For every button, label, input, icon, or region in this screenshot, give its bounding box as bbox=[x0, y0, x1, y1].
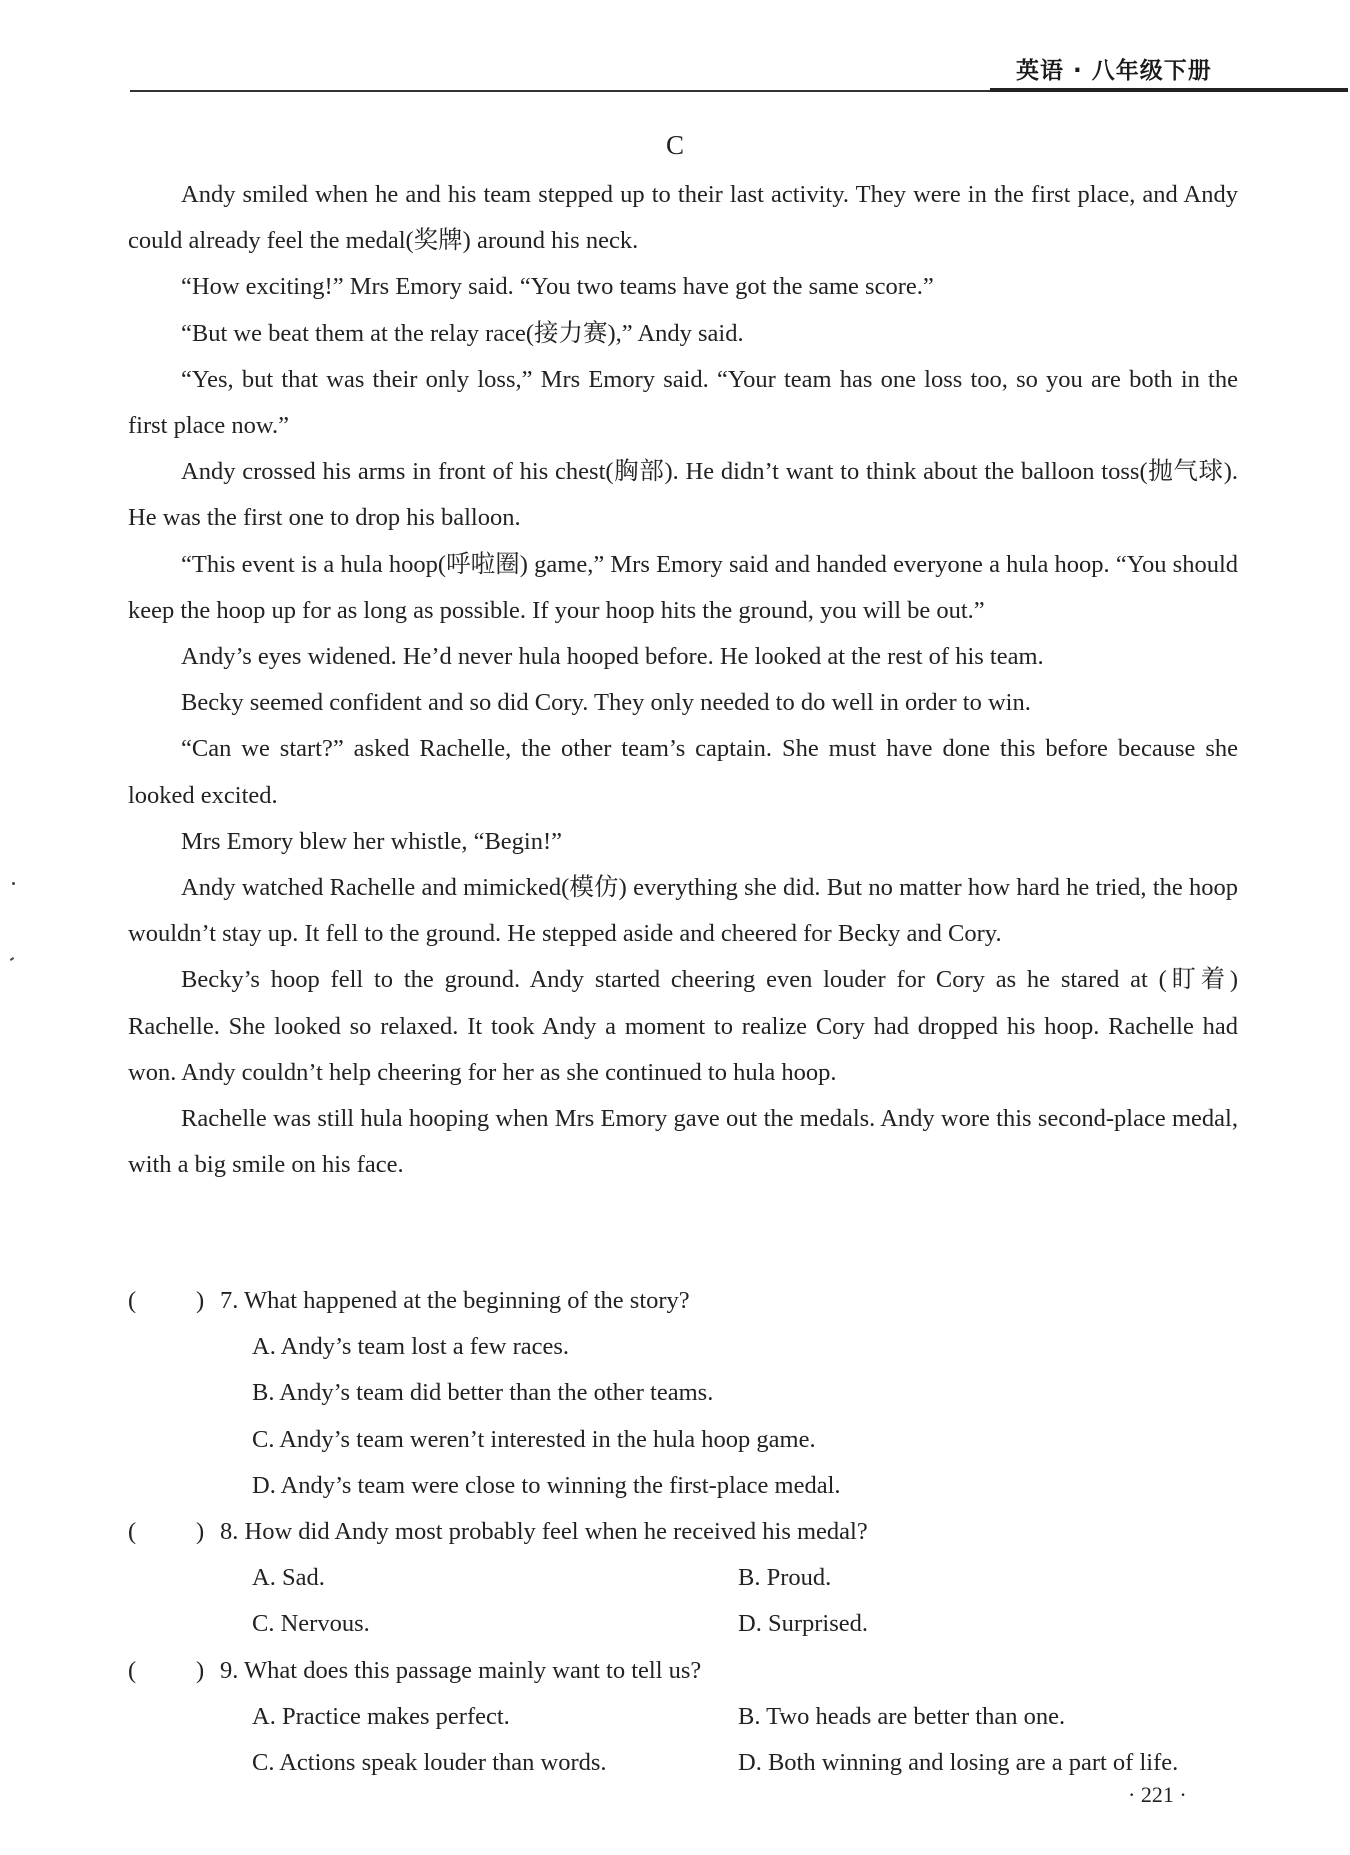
option-b: B. Proud. bbox=[738, 1564, 832, 1592]
answer-blank-open[interactable]: ( bbox=[128, 1287, 137, 1314]
question-8 bbox=[128, 1509, 1238, 1555]
question-9 bbox=[128, 1648, 1238, 1694]
passage-paragraph: Andy’s eyes widened. He’d never hula hooped before. He looked at the rest of his team. bbox=[181, 643, 1044, 671]
passage-paragraph: “This event is a hula hoop(呼啦圈) game,” Mrs Emory said and handed everyone a hula hoop. “You should keep the hoop up for as long as possible. If your hoop hits the ground, you will be out.” bbox=[128, 550, 1238, 624]
question-text: 7. What happened at the beginning of the story? bbox=[220, 1287, 690, 1314]
question-list bbox=[128, 1278, 1238, 1786]
passage-paragraph: “How exciting!” Mrs Emory said. “You two teams have got the same score.” bbox=[181, 273, 934, 301]
passage-paragraph: Becky’s hoop fell to the ground. Andy started cheering even louder for Cory as he stared at (盯着) Rachelle. She looked so relaxed. It took Andy a moment to realize Cory had dropped his hoop. Rachelle had won. Andy couldn’t help cheering for her as she continued to hula hoop. bbox=[128, 966, 1238, 1086]
passage-paragraph: “But we beat them at the relay race(接力赛),” Andy said. bbox=[181, 319, 744, 347]
reading-passage bbox=[128, 172, 1238, 1188]
option-b: B. Andy’s team did better than the other teams. bbox=[252, 1379, 714, 1407]
answer-blank-close: ) bbox=[196, 1656, 205, 1684]
passage-paragraph: Mrs Emory blew her whistle, “Begin!” bbox=[181, 827, 563, 855]
passage-paragraph: Rachelle was still hula hooping when Mrs Emory gave out the medals. Andy wore this second-place medal, with a big smile on his face. bbox=[128, 1105, 1238, 1179]
header-title: 英语 · 八年级下册 bbox=[1016, 58, 1212, 84]
option-c: C. Andy’s team weren’t interested in the hula hoop game. bbox=[252, 1425, 816, 1453]
option-d: D. Both winning and losing are a part of life. bbox=[738, 1748, 1179, 1776]
question-7 bbox=[128, 1278, 1238, 1324]
header-rule-accent bbox=[990, 88, 1348, 92]
option-b: B. Two heads are better than one. bbox=[738, 1702, 1066, 1730]
option-a: A. Practice makes perfect. bbox=[252, 1702, 510, 1730]
option-d: D. Andy’s team were close to winning the first-place medal. bbox=[252, 1471, 841, 1499]
passage-paragraph: “Can we start?” asked Rachelle, the other team’s captain. She must have done this before because she looked excited. bbox=[128, 735, 1238, 809]
passage-paragraph: Andy smiled when he and his team stepped up to their last activity. They were in the first place, and Andy could already feel the medal(奖牌) around his neck. bbox=[128, 181, 1238, 255]
passage-paragraph: Andy crossed his arms in front of his chest(胸部). He didn’t want to think about the balloon toss(抛气球). He was the first one to drop his balloon. bbox=[128, 458, 1238, 532]
option-a: A. Andy’s team lost a few races. bbox=[252, 1333, 570, 1361]
option-a: A. Sad. bbox=[252, 1564, 325, 1592]
section-letter: C bbox=[665, 130, 684, 160]
option-c: C. Nervous. bbox=[252, 1610, 370, 1638]
answer-blank-close: ) bbox=[196, 1517, 205, 1545]
question-text: 9. What does this passage mainly want to tell us? bbox=[220, 1656, 702, 1684]
passage-paragraph: “Yes, but that was their only loss,” Mrs Emory said. “Your team has one loss too, so you are both in the first place now.” bbox=[128, 365, 1238, 440]
question-text: 8. How did Andy most probably feel when he received his medal? bbox=[220, 1517, 868, 1545]
scan-mark bbox=[12, 882, 15, 885]
answer-blank-open[interactable]: ( bbox=[128, 1517, 137, 1545]
passage-paragraph: Andy watched Rachelle and mimicked(模仿) everything she did. But no matter how hard he tried, the hoop wouldn’t stay up. It fell to the ground. He stepped aside and cheered for Becky and Cory. bbox=[128, 874, 1238, 948]
option-c: C. Actions speak louder than words. bbox=[252, 1748, 607, 1776]
answer-blank-open[interactable]: ( bbox=[128, 1656, 137, 1684]
passage-paragraph: Becky seemed confident and so did Cory. They only needed to do well in order to win. bbox=[181, 689, 1031, 717]
page-number: · 221 · bbox=[1128, 1782, 1187, 1807]
option-d: D. Surprised. bbox=[738, 1610, 868, 1638]
scan-mark bbox=[10, 957, 14, 961]
answer-blank-close: ) bbox=[196, 1287, 205, 1314]
